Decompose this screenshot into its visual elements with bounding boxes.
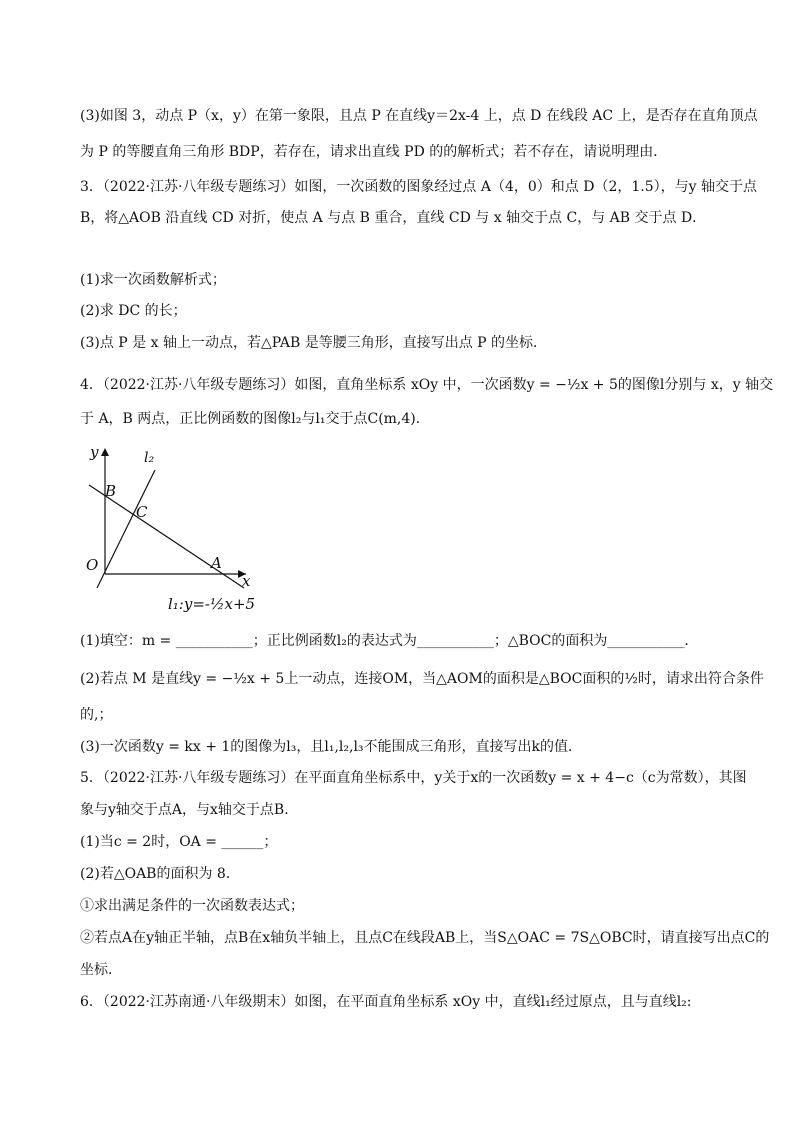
text-line: B，将△AOB 沿直线 CD 对折，使点 A 与点 B 重合，直线 CD 与 x 轴交于点 C，与 AB 交于点 D． — [80, 210, 707, 226]
text-line: (1)求一次函数解析式； — [80, 272, 226, 288]
text-line: (1)当c = 2时，OA = ______； — [80, 834, 278, 850]
text-line: (2)若点 M 是直线y = −½x + 5上一动点，连接OM，当△AOM的面积是△BOC面积的½时，请求出符合条件 — [80, 671, 764, 687]
text-line: 4．（2022·江苏·八年级专题练习）如图，直角坐标系 xOy 中，一次函数y = −½x + 5的图像l分别与 x，y 轴交 — [80, 377, 774, 393]
label-y: y — [90, 446, 99, 461]
coordinate-figure — [78, 446, 268, 616]
label-B: B — [105, 482, 117, 500]
text-line: (1)填空：m = ___________；正比例函数l₂的表达式为___________；△BOC的面积为___________． — [80, 633, 699, 649]
label-x: x — [242, 572, 251, 590]
label-l2: l₂ — [144, 450, 155, 466]
text-line: (3)如图 3，动点 P（x，y）在第一象限，且点 P 在直线y＝2x-4 上，点 D 在线段 AC 上，是否存在直角顶点 — [80, 108, 758, 124]
text-line: 的,； — [80, 707, 113, 723]
label-A: A — [211, 554, 222, 572]
text-line: 象与y轴交于点A，与x轴交于点B． — [80, 802, 299, 818]
y-axis-arrow — [101, 448, 109, 456]
text-line: (3)一次函数y = kx + 1的图像为l₃，且l₁,l₂,l₃不能围成三角形，直接写出k的值． — [80, 739, 583, 755]
text-line: (2)求 DC 的长； — [80, 303, 187, 319]
text-line: (3)点 P 是 x 轴上一动点，若△PAB 是等腰三角形，直接写出点 P 的坐标． — [80, 335, 548, 351]
text-line: 3．（2022·江苏·八年级专题练习）如图，一次函数的图象经过点 A（4，0）和点 D（2，1.5），与y 轴交于点 — [80, 179, 758, 195]
text-line: 坐标． — [80, 962, 122, 978]
text-line: 于 A，B 两点，正比例函数的图像l₂与l₁交于点C(m,4)． — [80, 411, 430, 427]
text-line: ②若点A在y轴正半轴，点B在x轴负半轴上，且点C在线段AB上，当S△OAC = 7S△OBC时，请直接写出点C的 — [80, 930, 770, 946]
label-C: C — [136, 503, 148, 521]
text-line: 为 P 的等腰直角三角形 BDP，若存在，请求出直线 PD 的的解析式；若不存在，请说明理由． — [80, 144, 668, 160]
text-line: (2)若△OAB的面积为 8． — [80, 866, 240, 882]
text-line: 6．（2022·江苏南通·八年级期末）如图，在平面直角坐标系 xOy 中，直线l₁经过原点，且与直线l₂: — [80, 994, 692, 1010]
graph-svg — [78, 446, 268, 616]
line-l1 — [89, 485, 244, 588]
text-line: 5．（2022·江苏·八年级专题练习）在平面直角坐标系中，y关于x的一次函数y = x + 4−c（c为常数），其图 — [80, 770, 747, 786]
text-line: ①求出满足条件的一次函数表达式； — [80, 898, 304, 914]
label-O: O — [86, 556, 99, 574]
figure-caption: l₁:y=-½x+5 — [168, 595, 256, 613]
